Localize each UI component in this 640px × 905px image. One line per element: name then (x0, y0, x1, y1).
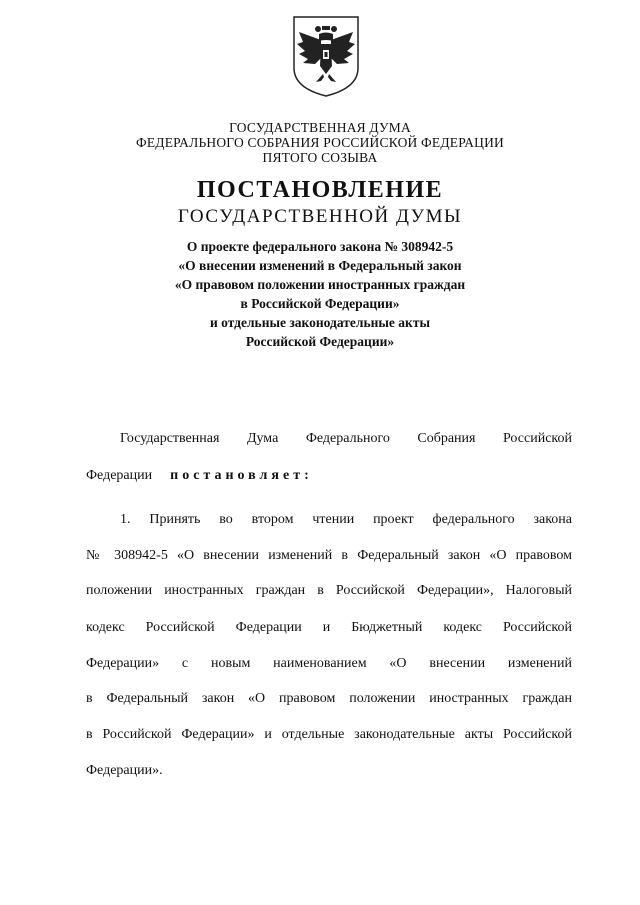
subject-line: и отдельные законодательные акты (209, 315, 430, 330)
decree-word: постановляет: (170, 468, 313, 483)
header-line-1: ГОСУДАРСТВЕННАЯ ДУМА (229, 120, 411, 135)
paragraph-line: положении иностранных граждан в Российской Федерации», Налоговый (86, 583, 572, 598)
paragraph-line: Федерации» с новым наименованием «О внесении изменений (86, 656, 572, 671)
subject-line: О проекте федерального закона № 308942-5 (186, 239, 454, 254)
header-line-2: ФЕДЕРАЛЬНОГО СОБРАНИЯ РОССИЙСКОЙ ФЕДЕРАЦИИ (136, 135, 504, 150)
preamble-line-2 (86, 467, 572, 485)
document-type-title: ПОСТАНОВЛЕНИЕ (196, 177, 444, 203)
paragraph-line: 1. Принять во втором чтении проект федерального закона (120, 512, 572, 527)
document-issuer-title: ГОСУДАРСТВЕННОЙ ДУМЫ (177, 206, 463, 227)
paragraph-line: кодекс Российской Федерации и Бюджетный кодекс Российской (86, 620, 572, 635)
preamble-line-1: Государственная Дума Федерального Собрания Российской (120, 431, 572, 446)
paragraph-line: Федерации». (86, 763, 163, 778)
preamble-country: Федерации (86, 468, 153, 483)
paragraph-line: в Федеральный закон «О правовом положении иностранных граждан (86, 691, 572, 706)
paragraph-line: в Российской Федерации» и отдельные законодательные акты Российской (86, 727, 572, 742)
subject-line: «О правовом положении иностранных граждан (174, 277, 466, 292)
paragraph-line: № 308942-5 «О внесении изменений в Федеральный закон «О правовом (86, 548, 572, 563)
state-emblem (291, 14, 361, 98)
subject-line: «О внесении изменений в Федеральный закон (178, 258, 462, 273)
header-line-3: ПЯТОГО СОЗЫВА (262, 150, 378, 165)
subject-line: в Российской Федерации» (240, 296, 400, 311)
subject-line: Российской Федерации» (245, 334, 395, 349)
